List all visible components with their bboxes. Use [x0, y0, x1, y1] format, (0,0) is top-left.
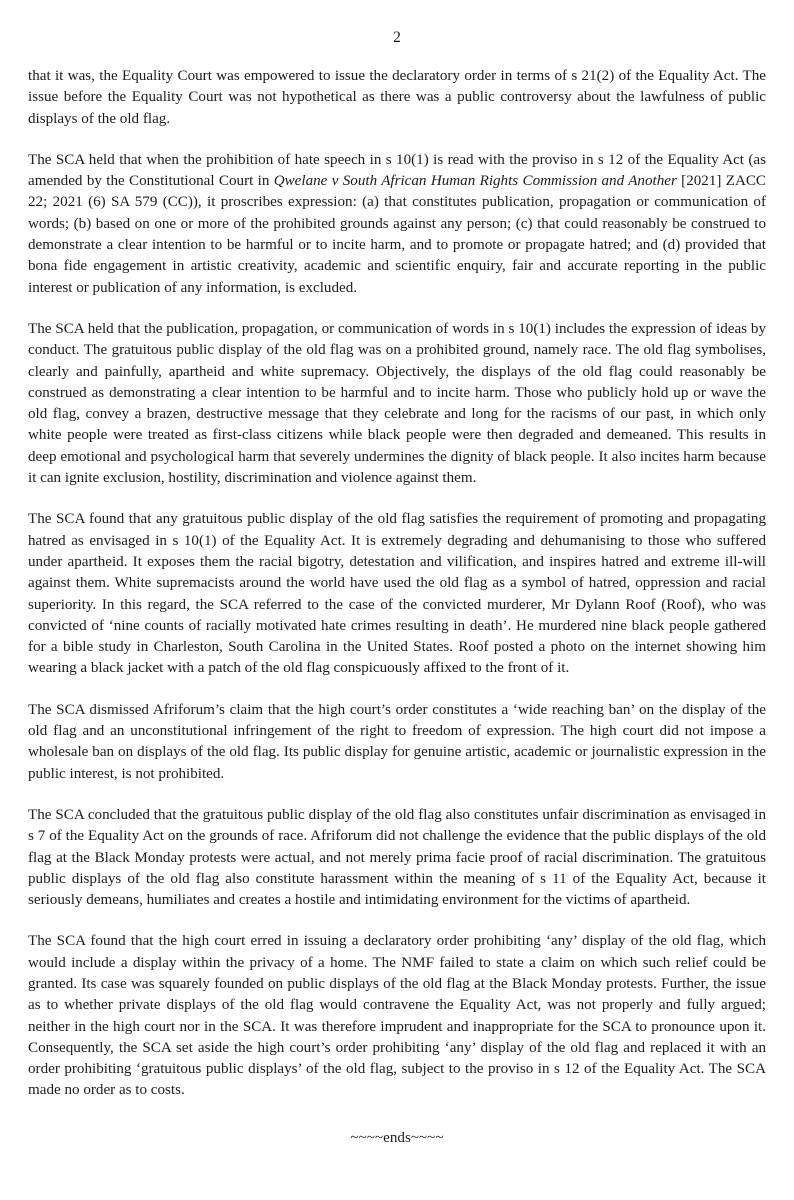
paragraph-7: The SCA found that the high court erred in issuing a declaratory order prohibiting ‘any’ display of the old flag, which would include a display within the privacy of a home. The NMF failed to state a claim on which such relief could be granted. Its case was squarely founded on public displays of the old flag at the Black Monday protests. Further, the issue as to whether private displays of the old flag would contravene the Equality Act, was not properly and fully argued; neither in the high court nor in the SCA. It was therefore imprudent and inappropriate for the SCA to pronounce upon it. Consequently, the SCA set aside the high court’s order prohibiting ‘any’ display of the old flag and replaced it with an order prohibiting ‘gratuitous public displays’ of the old flag, subject to the proviso in s 12 of the Equality Act. The SCA made no order as to costs. — [28, 933, 766, 1099]
paragraph-6: The SCA concluded that the gratuitous public display of the old flag also constitutes unfair discrimination as envisaged in s 7 of the Equality Act on the grounds of race. Afriforum did not challenge the evidence that the public displays of the old flag at the Black Monday protests were actual, and not merely prima facie proof of racial discrimination. The gratuitous public displays of the old flag also constitute harassment within the meaning of s 11 of the Equality Act, because it seriously demeans, humiliates and creates a hostile and intimidating environment for the victims of apartheid. — [28, 806, 766, 909]
paragraph-4: The SCA found that any gratuitous public display of the old flag satisfies the requirement of promoting and propagating hatred as envisaged in s 10(1) of the Equality Act. It is extremely degrading and dehumanising to those who suffered under apartheid. It exposes them the racial bigotry, detestation and vilification, and inspires hatred and extreme ill-will against them. White supremacists around the world have used the old flag as a symbol of hatred, oppression and racial superiority. In this regard, the SCA referred to the case of the convicted murderer, Mr Dylann Roof (Roof), who was convicted of ‘nine counts of racially motivated hate crimes resulting in death’. He murdered nine black people gathered for a bible study in Charleston, South Carolina in the United States. Roof posted a photo on the internet showing him wearing a black jacket with a patch of the old flag conspicuously affixed to the front of it. — [28, 511, 766, 677]
page-number: 2 — [393, 29, 401, 46]
paragraph-2-text-after: [2021] ZACC 22; 2021 (6) SA 579 (CC)), it proscribes expression: (a) that constitutes publication, propagation or communication of words; (b) based on one or more of the prohibited grounds against any person; (c) that could reasonably be construed to demonstrate a clear intention to be harmful or to incite harm, and to promote or propagate hatred; and (d) provided that bona fide engagement in artistic creativity, academic and scientific enquiry, fair and accurate reporting in the public interest or publication of any information, is excluded. — [28, 173, 767, 296]
paragraph-2-text-before: The SCA held that when the prohibition of hate speech in s 10(1) is read with the proviso in s 12 of the Equality Act (as amended by the Constitutional Court in — [28, 151, 766, 190]
paragraph-3: The SCA held that the publication, propagation, or communication of words in s 10(1) includes the expression of ideas by conduct. The gratuitous public display of the old flag was on a prohibited ground, namely race. The old flag symbolises, clearly and painfully, apartheid and white supremacy. Objectively, the displays of the old flag could reasonably be construed as demonstrating a clear intention to be harmful and to incite harm. Those who publicly hold up or wave the old flag, convey a brazen, destructive message that they celebrate and long for the racisms of our past, in which only white people were treated as first-class citizens while black people were then degraded and demeaned. This results in deep emotional and psychological harm that severely undermines the dignity of black people. It also incites harm because it can ignite exclusion, hostility, discrimination and violence against them. — [28, 320, 766, 487]
case-citation: Qwelane v South African Human Rights Commission and Another — [273, 173, 677, 190]
paragraph-1: that it was, the Equality Court was empowered to issue the declaratory order in terms of s 21(2) of the Equality Act. The issue before the Equality Court was not hypothetical as there was a public controversy about the lawfulness of public displays of the old flag. — [28, 68, 766, 127]
ends-marker: ~~~~ends~~~~ — [350, 1129, 444, 1146]
paragraph-2 — [28, 150, 766, 299]
paragraph-5: The SCA dismissed Afriforum’s claim that the high court’s order constitutes a ‘wide reaching ban’ on the display of the old flag and an unconstitutional infringement of the right to freedom of expression. The high court did not impose a wholesale ban on displays of the old flag. Its public display for genuine artistic, academic or journalistic expression in the public interest, is not prohibited. — [28, 701, 766, 782]
